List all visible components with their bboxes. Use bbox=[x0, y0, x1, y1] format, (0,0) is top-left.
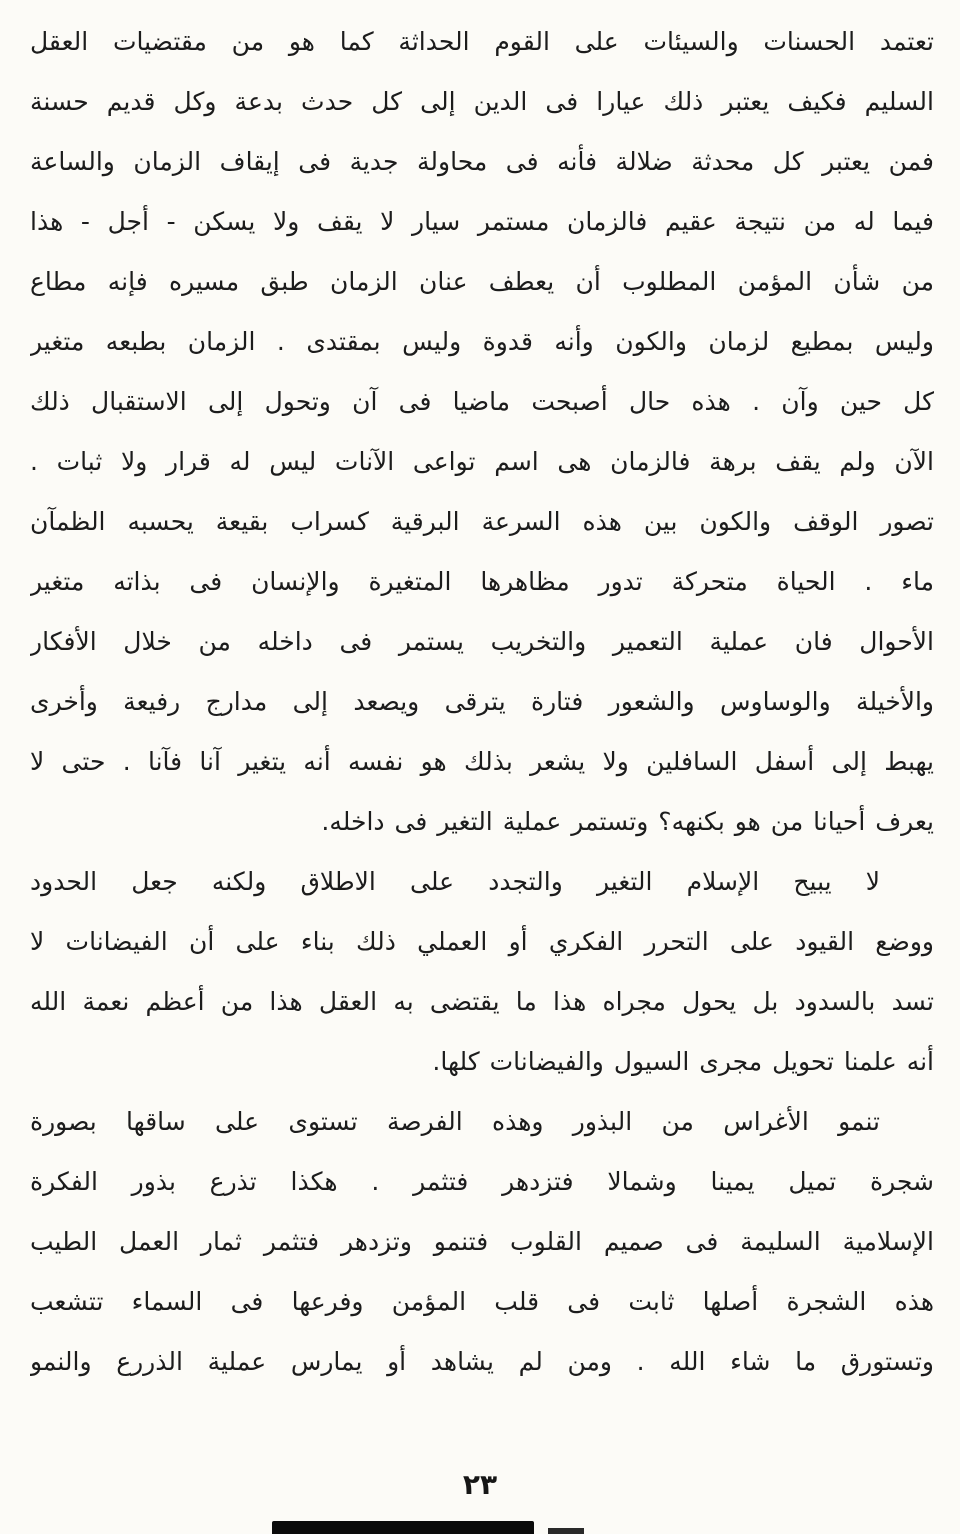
text-line: الآن ولم يقف برهة فالزمان هى اسم تواعى الآنات ليس له قرار ولا ثبات . bbox=[30, 447, 934, 476]
text-line: فيما له من نتيجة عقيم فالزمان مستمر سيار لا يقف ولا يسكن - أجل - هذا bbox=[30, 207, 934, 236]
scan-artifact-mark bbox=[272, 1521, 534, 1534]
text-line: الإسلامية السليمة فى صميم القلوب فتنمو وتزدهر فتثمر ثمار العمل الطيب bbox=[30, 1227, 934, 1256]
text-line-paragraph-start: لا يبيح الإسلام التغير والتجدد على الاطلاق ولكنه جعل الحدود bbox=[30, 867, 880, 896]
text-line: شجرة تميل يمينا وشمالا فتزدهر فتثمر . هكذا تذرع بذور الفكرة bbox=[30, 1167, 934, 1196]
text-line: ووضع القيود على التحرر الفكري أو العملي ذلك بناء على أن الفيضانات لا bbox=[30, 927, 934, 956]
text-line: الأحوال فان عملية التعمير والتخريب يستمر فى داخله من خلال الأفكار bbox=[30, 627, 934, 656]
page-text bbox=[30, 12, 934, 1392]
text-line: وتستورق ما شاء الله . ومن لم يشاهد أو يمارس عملية الذررع والنمو bbox=[30, 1347, 934, 1376]
scan-artifact-mark-small bbox=[548, 1528, 584, 1534]
text-line: تعتمد الحسنات والسيئات على القوم الحداثة كما هو من مقتضيات العقل bbox=[30, 27, 934, 56]
text-line: يهبط إلى أسفل السافلين ولا يشعر بذلك هو نفسه أنه يتغير آنا فآنا . حتى لا bbox=[30, 747, 934, 776]
page-number: ٢٣ bbox=[462, 1468, 498, 1501]
text-line: فمن يعتبر كل محدثة ضلالة فأنه فى محاولة جدية فى إيقاف الزمان والساعة bbox=[30, 147, 934, 176]
text-line: من شأن المؤمن المطلوب أن يعطف عنان الزمان طبق مسيره فإنه مطاع bbox=[30, 267, 934, 296]
text-line: تصور الوقف والكون بين هذه السرعة البرقية كسراب بقيعة يحسبه الظمآن bbox=[30, 507, 934, 536]
text-line-paragraph-start: تنمو الأغراس من البذور وهذه الفرصة تستوى على ساقها بصورة bbox=[30, 1107, 880, 1136]
text-line: كل حين وآن . هذه حال أصبحت ماضيا فى آن وتحول إلى الاستقبال ذلك bbox=[30, 387, 934, 416]
text-line: السليم فكيف يعتبر ذلك عيارا فى الدين إلى كل حدث بدعة وكل قديم حسنة bbox=[30, 87, 934, 116]
text-line-paragraph-end: أنه علمنا تحويل مجرى السيول والفيضانات كلها. bbox=[432, 1047, 934, 1076]
text-line: والأخيلة والوساوس والشعور فتارة يترقى ويصعد إلى مدارج رفيعة وأخرى bbox=[30, 687, 934, 716]
text-line-paragraph-end: يعرف أحيانا من هو بكنهه؟ وتستمر عملية التغير فى داخله. bbox=[321, 807, 934, 836]
text-line: ماء . الحياة متحركة تدور مظاهرها المتغيرة والإنسان فى بذاته متغير bbox=[30, 567, 934, 596]
text-line: وليس بمطيع لزمان والكون وأنه قدوة وليس بمقتدى . الزمان بطبعه متغير bbox=[30, 327, 934, 356]
text-line: هذه الشجرة أصلها ثابت فى قلب المؤمن وفرعها فى السماء تتشعب bbox=[30, 1287, 934, 1316]
text-line: تسد بالسدود بل يحول مجراه هذا ما يقتضى به العقل هذا من أعظم نعمة الله bbox=[30, 987, 934, 1016]
